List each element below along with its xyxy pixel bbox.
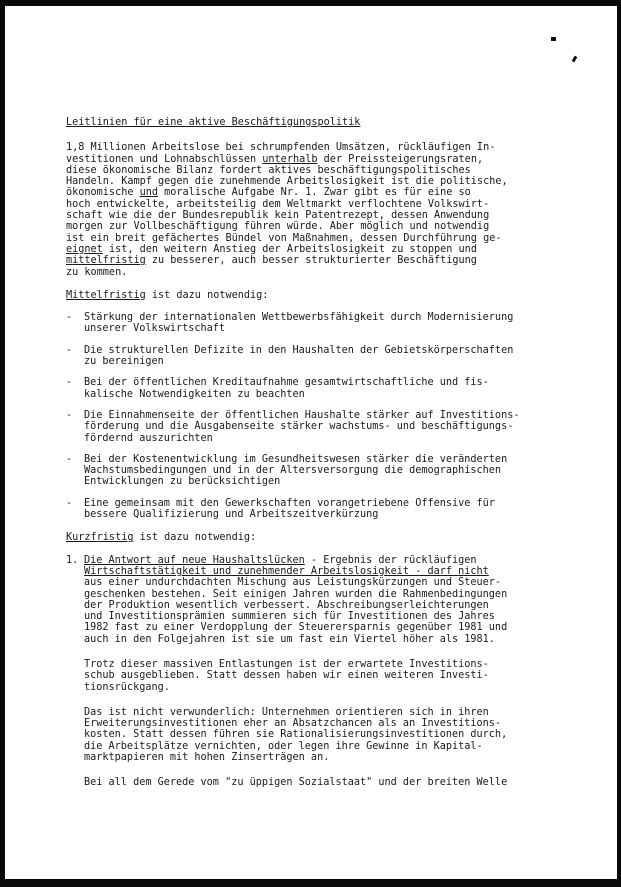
paragraph [66,659,590,693]
scan-speck [572,56,578,63]
text-line: der Produktion wesentlich verbessert. Abschreibungserleichterungen [84,599,489,611]
text-line: die Arbeitsplätze vernichten, oder legen ihre Gewinne in Kapital- [84,740,483,752]
text-line: Bei der öffentlichen Kreditaufnahme gesamtwirtschaftliche und fis- [84,377,489,389]
text-fragment: - Ergebnis der rückläufigen [304,554,477,566]
text-line: und Investitionsprämien summieren sich für Investitionen des Jahres [84,611,495,623]
list-item [66,410,590,444]
underlined-word: und [139,187,159,199]
text-line: 1982 fast zu einer Verdopplung der Steuerersparnis gegenüber 1981 und [84,622,508,634]
text-line: Entwicklungen zu berücksichtigen [84,476,281,488]
text-line [66,244,590,255]
text-line: Stärkung der internationalen Wettbewerbsfähigkeit durch Modernisierung [84,312,514,324]
dash-bullet: - [66,344,73,356]
underlined-word: eignet [66,243,103,255]
text-line: Das ist nicht verwunderlich: Unternehmen orientieren sich in ihren [84,706,489,718]
list-item [66,454,590,488]
text-line [66,255,590,266]
numbered-item [66,555,590,645]
dash-bullet: - [66,312,73,324]
scan-speck [551,37,556,41]
dash-bullet: - [66,497,73,509]
text-line: Erweiterungsinvestitionen eher an Absatzchancen als an Investitions- [84,718,502,730]
text-fragment: moralische Aufgabe Nr. 1. Zwar gibt es für eine so [158,187,471,199]
text-line: kalische Notwendigkeiten zu beachten [84,388,305,400]
text-fragment: vestitionen und Lohnabschlüssen [66,153,263,165]
text-line: schub ausgeblieben. Statt dessen haben wir einen weiteren Investi- [84,670,489,682]
text-line: morgen zur Vollbeschäftigung führen würde. Aber möglich und notwendig [66,221,490,233]
section-heading-word: Mittelfristig [66,289,146,301]
document-body [66,117,590,789]
text-line [66,187,590,198]
document-title: Leitlinien für eine aktive Beschäftigungspolitik [66,117,361,128]
underlined-word: mittelfristig [66,255,146,267]
text-line: Die strukturellen Defizite in den Haushalten der Gebietskörperschaften [84,344,514,356]
item-number: 1. [66,554,79,566]
dash-bullet: - [66,453,73,465]
text-line: diese ökonomische Bilanz fordert aktives beschäftigungspolitisches [66,164,471,176]
scan-border-left [0,0,5,887]
section-heading-mittelfristig [66,290,590,301]
section-heading-kurzfristig [66,532,590,543]
text-line: Bei der Kostenentwicklung im Gesundheitswesen stärker die veränderten [84,453,508,465]
section-heading-word: Kurzfristig [66,532,134,544]
dash-bullet: - [66,377,73,389]
text-line: Bei all dem Gerede vom "zu üppigen Sozialstaat" und der breiten Welle [84,777,508,789]
underlined-phrase: Wirtschaftstätigkeit und zunehmender Arbeitslosigkeit - darf [84,565,459,577]
text-line: aus einer undurchdachten Mischung aus Leistungskürzungen und Steuer- [84,577,502,589]
scan-border-top [0,0,621,6]
text-line: fördernd auszurichten [84,432,213,444]
underlined-word: nicht [458,565,489,577]
text-line: kosten. Statt dessen führen sie Rationalisierungsinvestitionen durch, [84,729,508,741]
text-line: hoch entwickelte, arbeitsteilig dem Weltmarkt verflochtene Volkswirt- [66,198,490,210]
text-line: unserer Volkswirtschaft [84,323,226,335]
paragraph [66,707,590,763]
scan-border-bottom [0,879,621,887]
text-fragment: ist, den weitern Anstieg der Arbeitslosigkeit zu stoppen und [102,243,477,255]
intro-paragraph [66,142,590,278]
underlined-phrase: Die Antwort auf neue Haushaltslücken [84,554,305,566]
text-line [66,154,590,165]
text-line: 1,8 Millionen Arbeitslose bei schrumpfenden Umsätzen, rückläufigen In- [66,142,496,154]
section-heading-rest: ist dazu notwendig: [133,532,257,544]
section-heading-rest: ist dazu notwendig: [145,289,269,301]
text-line: zu kommen. [66,266,128,278]
list-item [66,312,590,335]
text-line: tionsrückgang. [84,681,170,693]
text-line: ist ein breit gefächertes Bündel von Maßnahmen, dessen Durchführung ge- [66,232,502,244]
text-line: geschenken bestehen. Seit einigen Jahren wurden die Rahmenbedingungen [84,588,508,600]
text-line: Trotz dieser massiven Entlastungen ist der erwartete Investitions- [84,658,489,670]
text-fragment: der Preissteigerungsraten, [317,153,484,165]
list-item [66,345,590,368]
text-fragment: zu besserer, auch besser strukturierter Beschäftigung [145,255,477,267]
text-line: zu bereinigen [84,356,164,368]
list-item [66,377,590,400]
text-line: Handeln. Kampf gegen die zunehmende Arbeitslosigkeit ist die politische, [66,176,508,188]
text-line [84,566,590,577]
underlined-word: unterhalb [262,153,318,165]
text-line: bessere Qualifizierung und Arbeitszeitverkürzung [84,509,379,521]
scan-border-right [617,0,621,887]
text-line: Die Einnahmenseite der öffentlichen Haushalte stärker auf Investitions- [84,409,520,421]
text-fragment: ökonomische [66,187,140,199]
text-line: förderung und die Ausgabenseite stärker wachstums- und beschäftigungs- [84,421,514,433]
text-line: schaft wie die der Bundesrepublik kein Patentrezept, dessen Anwendung [66,210,490,222]
text-line: Wachstumsbedingungen und in der Altersversorgung die demographischen [84,465,502,477]
list-item [66,498,590,521]
text-line: auch in den Folgejahren ist sie um fast ein Viertel höher als 1981. [84,633,495,645]
text-line: Eine gemeinsam mit den Gewerkschaften vorangetriebene Offensive für [84,497,495,509]
text-line [84,555,590,566]
text-line: marktpapieren mit hohen Zinserträgen an. [84,752,330,764]
paragraph [66,777,590,788]
dash-bullet: - [66,409,73,421]
mittelfristig-list [66,312,590,520]
